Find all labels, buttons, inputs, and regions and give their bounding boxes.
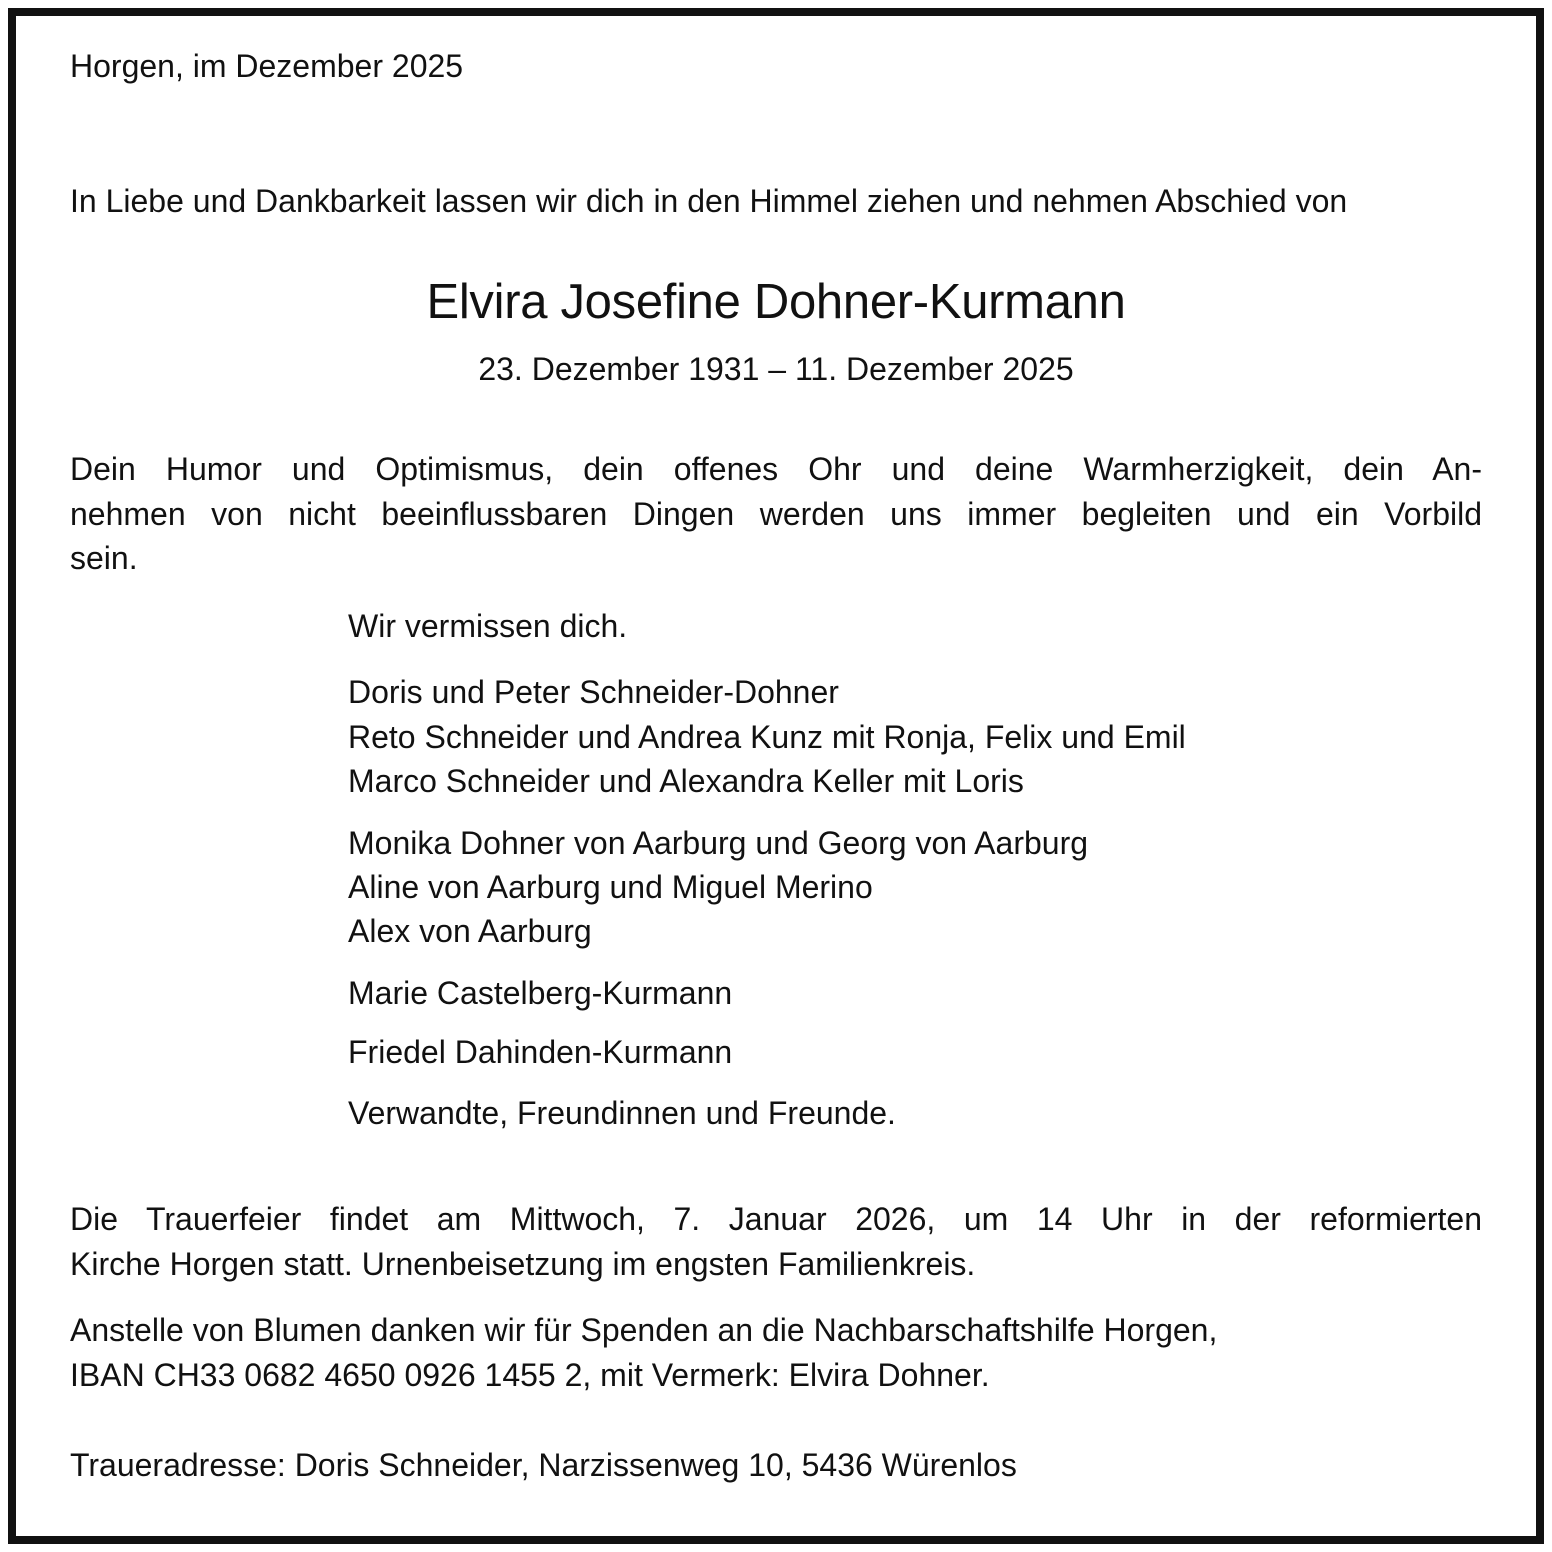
mourner: Monika Dohner von Aarburg und Georg von Aarburg xyxy=(348,825,1089,861)
tribute-line: sein. xyxy=(70,540,138,576)
miss-you-text: Wir vermissen dich. xyxy=(348,608,628,644)
life-dates: 23. Dezember 1931 – 11. Dezember 2025 xyxy=(478,351,1074,387)
deceased-name: Elvira Josefine Dohner-Kurmann xyxy=(426,275,1126,329)
ceremony-line: Kirche Horgen statt. Urnenbeisetzung im engsten Familienkreis. xyxy=(70,1246,976,1282)
intro-text: In Liebe und Dankbarkeit lassen wir dich in den Himmel ziehen und nehmen Abschied von xyxy=(70,183,1348,219)
donation-line: IBAN CH33 0682 4650 0926 1455 2, mit Vermerk: Elvira Dohner. xyxy=(70,1357,990,1393)
tribute-line: Dein Humor und Optimismus, dein offenes Ohr und deine Warmherzigkeit, dein An- xyxy=(70,451,1482,487)
donation-line: Anstelle von Blumen danken wir für Spenden an die Nachbarschaftshilfe Horgen, xyxy=(70,1312,1218,1348)
mourner: Friedel Dahinden-Kurmann xyxy=(348,1034,733,1070)
mourner: Aline von Aarburg und Miguel Merino xyxy=(348,869,873,905)
mourner: Alex von Aarburg xyxy=(348,913,592,949)
ceremony-line: Die Trauerfeier findet am Mittwoch, 7. Januar 2026, um 14 Uhr in der reformierten xyxy=(70,1201,1482,1237)
mourner: Verwandte, Freundinnen und Freunde. xyxy=(348,1095,896,1131)
mourner: Doris und Peter Schneider-Dohner xyxy=(348,674,839,710)
place-date: Horgen, im Dezember 2025 xyxy=(70,48,464,84)
mourning-address: Traueradresse: Doris Schneider, Narzissenweg 10, 5436 Würenlos xyxy=(70,1447,1017,1483)
mourner: Marco Schneider und Alexandra Keller mit Loris xyxy=(348,763,1024,799)
mourner: Marie Castelberg-Kurmann xyxy=(348,975,733,1011)
tribute-line: nehmen von nicht beeinflussbaren Dingen werden uns immer begleiten und ein Vorbild xyxy=(70,496,1482,532)
mourner: Reto Schneider und Andrea Kunz mit Ronja, Felix und Emil xyxy=(348,719,1186,755)
